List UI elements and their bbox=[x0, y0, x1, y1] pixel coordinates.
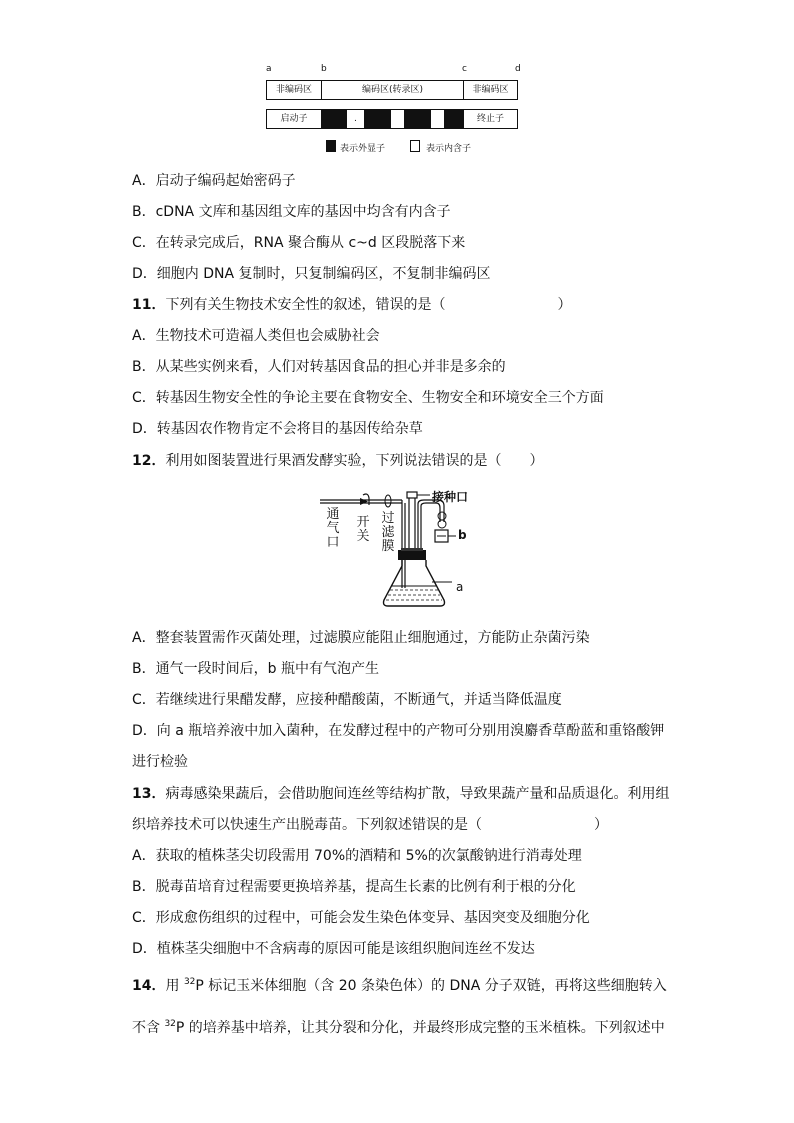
apparatus-drawing bbox=[318, 488, 478, 612]
noncoding-right-box bbox=[463, 80, 518, 100]
q10-option-d: D．细胞内 DNA 复制时，只复制编码区，不复制非编码区 bbox=[132, 266, 491, 282]
legend-exon-label: 表示外显子 bbox=[340, 144, 386, 154]
port-label: 接种口 bbox=[432, 490, 469, 504]
q11-option-d: D．转基因农作物肯定不会将目的基因传给杂草 bbox=[132, 421, 423, 437]
q11-number: 11． bbox=[132, 297, 166, 313]
q13-option-d: D．植株茎尖细胞中不含病毒的原因可能是该组织胞间连丝不发达 bbox=[132, 941, 535, 957]
q14-stem-line1 bbox=[132, 976, 667, 996]
q13-stem-line1 bbox=[132, 784, 669, 804]
q14-sup-2: 32 bbox=[164, 1019, 176, 1029]
legend-intron-swatch bbox=[410, 140, 420, 152]
exon-1 bbox=[322, 110, 347, 128]
terminator-box bbox=[463, 109, 518, 129]
exon-2 bbox=[364, 110, 391, 128]
q11-option-c: C．转基因生物安全性的争论主要在食物安全、生物安全和环境安全三个方面 bbox=[132, 390, 604, 406]
switch-label: 开 关 bbox=[356, 515, 370, 544]
exon-4 bbox=[444, 110, 463, 128]
q13-option-c: C．形成愈伤组织的过程中，可能会发生染色体变异、基因突变及细胞分化 bbox=[132, 910, 590, 926]
q13-option-b: B．脱毒苗培育过程需要更换培养基，提高生长素的比例有利于根的分化 bbox=[132, 879, 576, 895]
q14-number: 14． bbox=[132, 978, 166, 994]
q12-stem-text: 利用如图装置进行果酒发酵实验，下列说法错误的是（ ） bbox=[165, 453, 544, 469]
noncoding-left-label: 非编码区 bbox=[275, 85, 312, 95]
q14-text-1a: 用 bbox=[165, 978, 184, 994]
noncoding-right-label: 非编码区 bbox=[472, 85, 509, 95]
q12-stem bbox=[132, 451, 543, 471]
promoter-label: 启动子 bbox=[280, 114, 308, 124]
q11-stem-text: 下列有关生物技术安全性的叙述，错误的是（ ） bbox=[165, 297, 572, 313]
q10-option-b: B．cDNA 文库和基因组文库的基因中均含有内含子 bbox=[132, 204, 451, 220]
fermentation-apparatus-figure bbox=[318, 488, 478, 612]
legend-intron-label: 表示内含子 bbox=[426, 144, 472, 154]
q12-option-d: D．向 a 瓶培养液中加入菌种，在发酵过程中的产物可分别用溴麝香草酚蓝和重铬酸钾 bbox=[132, 723, 665, 739]
filter-label: 过 滤 膜 bbox=[381, 511, 395, 554]
q11-option-a: A．生物技术可造福人类但也会威胁社会 bbox=[132, 328, 380, 344]
q13-stem-text-1: 病毒感染果蔬后，会借助胞间连丝等结构扩散，导致果蔬产量和品质退化。利用组 bbox=[165, 786, 670, 802]
exon-3 bbox=[404, 110, 431, 128]
q14-text-2b: P 的培养基中培养，让其分裂和分化，并最终形成完整的玉米植株。下列叙述中 bbox=[175, 1020, 665, 1036]
q12-option-a: A．整套装置需作灭菌处理，过滤膜应能阻止细胞通过，方能防止杂菌污染 bbox=[132, 630, 590, 646]
gene-body-box bbox=[321, 109, 464, 129]
label-d: d bbox=[515, 64, 521, 74]
q14-text-2a: 不含 bbox=[132, 1020, 165, 1036]
promoter-box bbox=[266, 109, 322, 129]
noncoding-left-box bbox=[266, 80, 322, 100]
q11-option-b: B．从某些实例来看，人们对转基因食品的担心并非是多余的 bbox=[132, 359, 506, 375]
q14-sup-1: 32 bbox=[183, 977, 196, 987]
q13-stem-line2: 织培养技术可以快速生产出脱毒苗。下列叙述错误的是（ ） bbox=[132, 817, 608, 833]
q13-option-a: A．获取的植株茎尖切段需用 70%的酒精和 5%的次氯酸钠进行消毒处理 bbox=[132, 848, 582, 864]
legend-exon-swatch bbox=[326, 140, 336, 152]
label-a: a bbox=[266, 64, 272, 74]
label-a-flask: a bbox=[456, 580, 464, 594]
q13-number: 13． bbox=[132, 786, 166, 802]
gene-structure-diagram bbox=[262, 64, 524, 159]
label-b: b bbox=[321, 64, 327, 74]
q12-option-c: C．若继续进行果醋发酵，应接种醋酸菌，不断通气，并适当降低温度 bbox=[132, 692, 562, 708]
coding-region-label: 编码区(转录区) bbox=[361, 85, 424, 95]
q11-stem bbox=[132, 295, 571, 315]
q10-option-c: C．在转录完成后，RNA 聚合酶从 c~d 区段脱落下来 bbox=[132, 235, 466, 251]
inlet-label: 通 气 口 bbox=[326, 507, 340, 550]
dot-mark: . bbox=[354, 114, 357, 124]
q14-text-1b: P 标记玉米体细胞（含 20 条染色体）的 DNA 分子双链，再将这些细胞转入 bbox=[195, 978, 667, 994]
q12-number: 12． bbox=[132, 453, 166, 469]
q12-option-d-continued: 进行检验 bbox=[132, 754, 188, 770]
label-b-bottle: b bbox=[458, 528, 467, 542]
coding-region-box bbox=[321, 80, 464, 100]
q10-option-a: A．启动子编码起始密码子 bbox=[132, 173, 296, 189]
terminator-label: 终止子 bbox=[476, 114, 504, 124]
q12-option-b: B．通气一段时间后，b 瓶中有气泡产生 bbox=[132, 661, 379, 677]
label-c: c bbox=[462, 64, 467, 74]
q14-stem-line2 bbox=[132, 1018, 665, 1038]
